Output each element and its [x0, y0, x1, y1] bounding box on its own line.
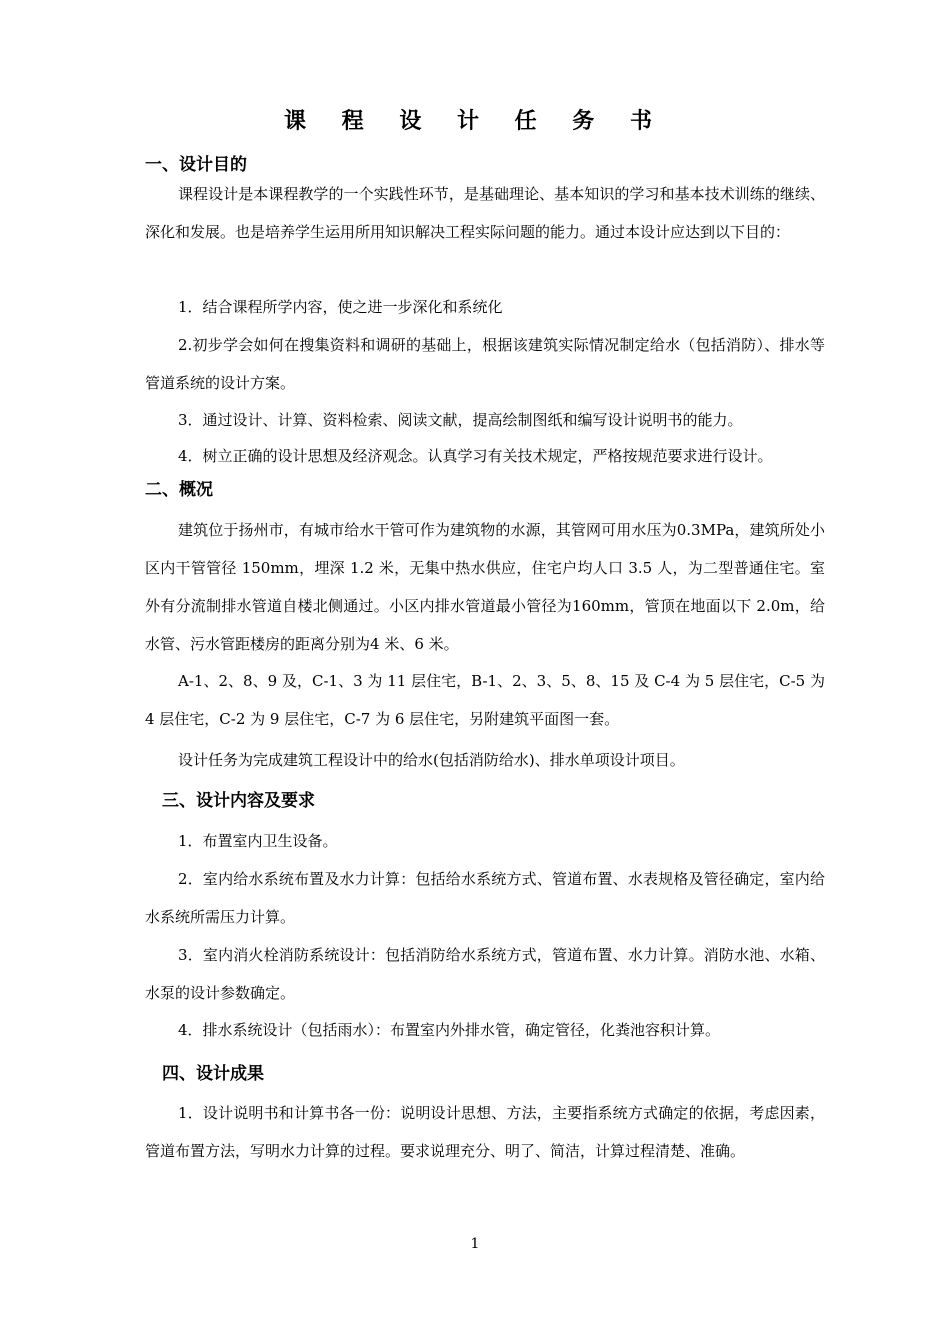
- document-title: 课 程 设 计 任 务 书: [284, 109, 666, 134]
- section-4-item-1: 1．设计说明书和计算书各一份：说明设计思想、方法，主要指系统方式确定的依据，考虑因素，管道布置方法，写明水力计算的过程。要求说理充分、明了、简洁，计算过程清楚、准确。: [145, 1104, 825, 1160]
- section-2-paragraph-3: 设计任务为完成建筑工程设计中的给水(包括消防给水)、排水单项设计项目。: [178, 751, 685, 769]
- section-2-paragraph-1: 建筑位于扬州市，有城市给水干管可作为建筑物的水源，其管网可用水压为0.3MPa，建筑所处小区内干管管径 150mm，埋深 1.2 米，无集中热水供应，住宅户均人口 3.5 人，为二型普通住宅。室外有分流制排水管道自楼北侧通过。小区内排水管道最小管径为160mm，管顶在地面以下 2.0m，给水管、污水管距楼房的距离分别为4 米、6 米。: [145, 521, 825, 653]
- page-number: 1: [470, 1236, 480, 1252]
- section-1-intro: 课程设计是本课程教学的一个实践性环节，是基础理论、基本知识的学习和基本技术训练的继续、深化和发展。也是培养学生运用所用知识解决工程实际问题的能力。通过本设计应达到以下目的：: [145, 185, 825, 241]
- section-1-item-1: 1．结合课程所学内容，使之进一步深化和系统化: [178, 298, 503, 316]
- section-1-item-2: 2.初步学会如何在搜集资料和调研的基础上，根据该建筑实际情况制定给水（包括消防）、排水等管道系统的设计方案。: [145, 336, 825, 392]
- section-3-item-1: 1．布置室内卫生设备。: [178, 832, 338, 850]
- section-1-heading: 一、设计目的: [145, 155, 247, 175]
- section-3-heading: 三、设计内容及要求: [162, 791, 315, 811]
- section-3-item-4: 4．排水系统设计（包括雨水）：布置室内外排水管，确定管径，化粪池容积计算。: [178, 1021, 721, 1039]
- section-4-heading: 四、设计成果: [162, 1064, 264, 1084]
- section-1-item-3: 3．通过设计、计算、资料检索、阅读文献，提高绘制图纸和编写设计说明书的能力。: [178, 411, 743, 429]
- section-2-heading: 二、概况: [145, 480, 213, 500]
- section-1-item-4: 4．树立正确的设计思想及经济观念。认真学习有关技术规定，严格按规范要求进行设计。: [178, 447, 773, 465]
- section-3-item-3: 3．室内消火栓消防系统设计：包括消防给水系统方式，管道布置、水力计算。消防水池、水箱、水泵的设计参数确定。: [145, 946, 825, 1002]
- section-2-paragraph-2: A-1、2、8、9 及，C-1、3 为 11 层住宅，B-1、2、3、5、8、15 及 C-4 为 5 层住宅，C-5 为 4 层住宅，C-2 为 9 层住宅，C-7 为 6 层住宅，另附建筑平面图一套。: [145, 672, 825, 728]
- section-3-item-2: 2．室内给水系统布置及水力计算：包括给水系统方式、管道布置、水表规格及管径确定，室内给水系统所需压力计算。: [145, 870, 825, 926]
